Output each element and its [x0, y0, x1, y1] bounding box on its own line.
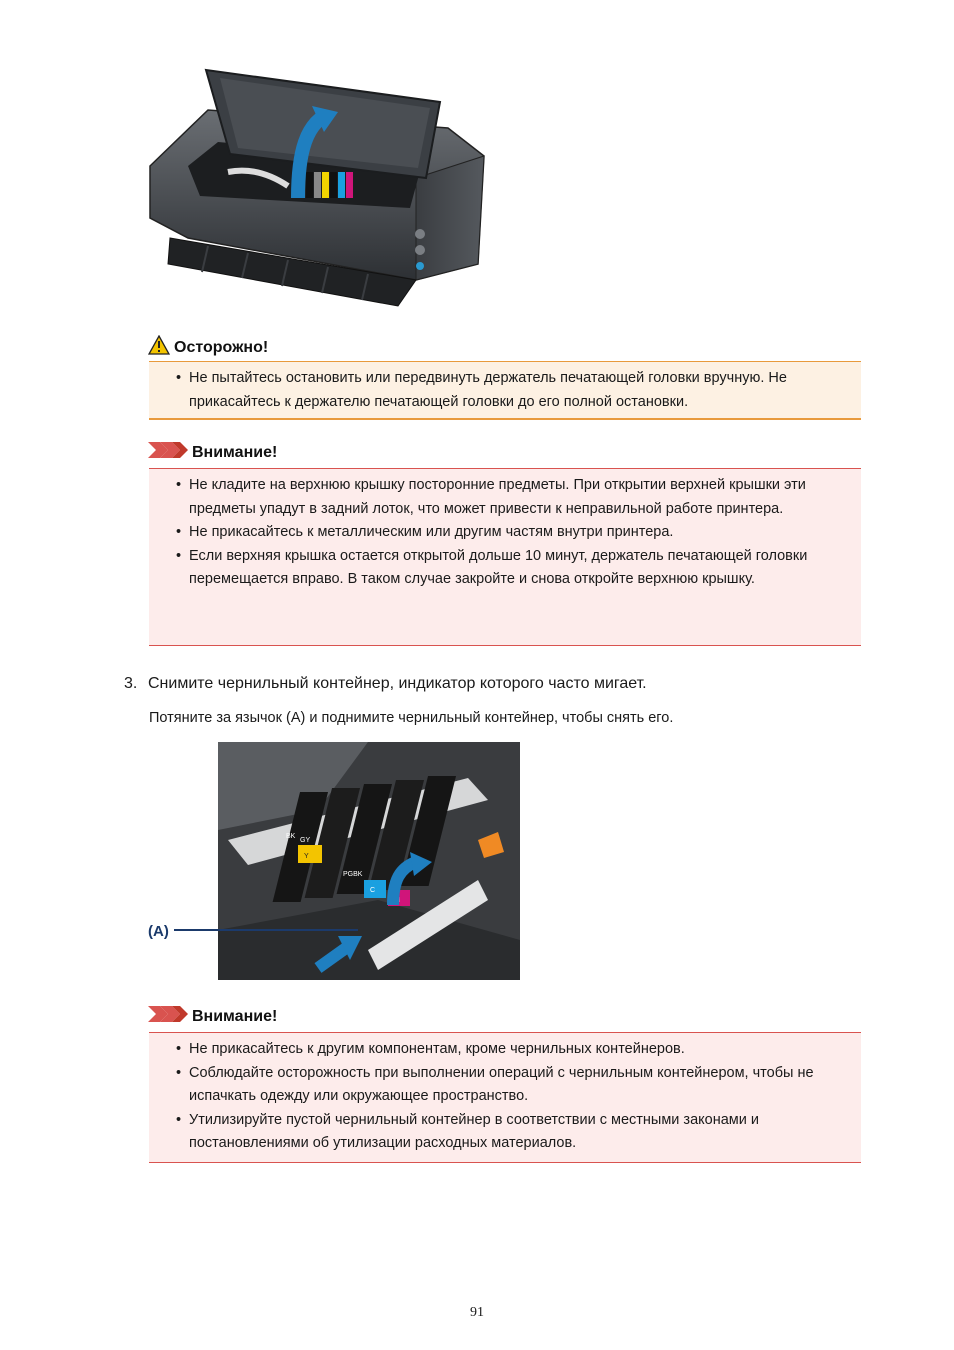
step-number: 3.	[124, 675, 138, 692]
important-title: Внимание!	[192, 1007, 278, 1025]
important-item: • Не кладите на верхнюю крышку посторонние предметы. При открытии верхней крышки эти предметы упадут в задний лоток, что может привести к неправильной работе принтера.	[189, 474, 849, 521]
important-chevron-icon	[148, 1006, 188, 1027]
step-text: Снимите чернильный контейнер, индикатор которого часто мигает.	[148, 675, 647, 692]
caution-heading	[148, 335, 268, 360]
tank-label: BK	[286, 833, 296, 840]
important-heading	[148, 442, 277, 463]
tank-label: PGBK	[343, 871, 363, 878]
important-item: • Если верхняя крышка остается открытой дольше 10 минут, держатель печатающей головки перемещается вправо. В таком случае закройте и снова откройте верхнюю крышку.	[189, 545, 849, 592]
important-heading	[148, 1006, 277, 1027]
important-title: Внимание!	[192, 443, 278, 461]
important-chevron-icon	[148, 442, 188, 463]
step-3	[124, 675, 647, 693]
tank-label: Y	[304, 853, 309, 860]
important-box	[149, 1032, 861, 1163]
important-item: • Соблюдайте осторожность при выполнении операций с чернильным контейнером, чтобы не испачкать одежду или окружающее пространство.	[189, 1062, 849, 1109]
tank-label: C	[370, 887, 376, 894]
tank-label: M	[394, 897, 400, 904]
important-item: • Утилизируйте пустой чернильный контейнер в соответствии с местными законами и постановлениями об утилизации расходных материалов.	[189, 1109, 849, 1156]
important-box	[149, 468, 861, 646]
printer-open-cover-illustration	[148, 68, 488, 310]
ink-tank-removal-illustration	[148, 740, 522, 982]
warning-triangle-icon	[148, 335, 170, 360]
callout-label-a: (A)	[148, 923, 169, 940]
tank-label: GY	[300, 837, 311, 844]
important-item: • Не прикасайтесь к другим компонентам, кроме чернильных контейнеров.	[189, 1038, 849, 1062]
caution-box	[149, 361, 861, 420]
important-item: • Не прикасайтесь к металлическим или другим частям внутри принтера.	[189, 521, 849, 545]
caution-item: • Не пытайтесь остановить или передвинуть держатель печатающей головки вручную. Не прикасайтесь к держателю печатающей головки до его полной остановки.	[189, 367, 849, 414]
page-number: 91	[470, 1305, 484, 1320]
caution-title: Осторожно!	[174, 338, 269, 356]
step-3-description: Потяните за язычок (A) и поднимите чернильный контейнер, чтобы снять его.	[149, 710, 674, 726]
